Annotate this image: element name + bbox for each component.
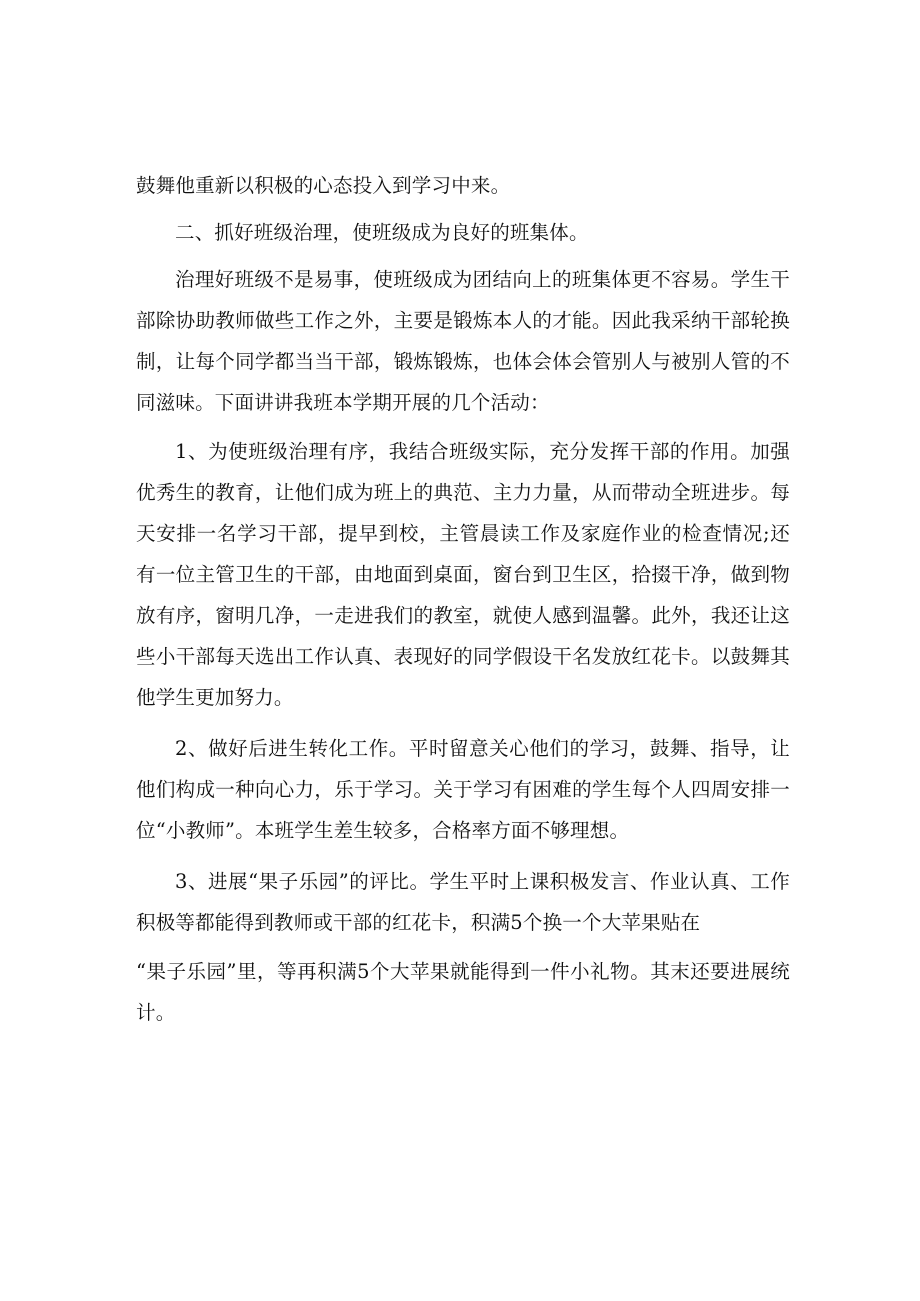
document-body — [136, 165, 790, 1033]
paragraph-intro: 治理好班级不是易事，使班级成为团结向上的班集体更不容易。学生干部除协助教师做些工作之外，主要是锻炼本人的才能。因此我采纳干部轮换制，让每个同学都当当干部，锻炼锻炼，也体会体会管别人与被别人管的不同滋味。下面讲讲我班本学期开展的几个活动： — [136, 268, 790, 414]
paragraph-item-3-continuation: “果子乐园”里，等再积满5个大苹果就能得到一件小礼物。其末还要进展统计。 — [136, 960, 790, 1024]
paragraph-item-2: 2、做好后进生转化工作。平时留意关心他们的学习，鼓舞、指导，让他们构成一种向心力，乐于学习。关于学习有困难的学生每个人四周安排一位“小教师”。本班学生差生较多，合格率方面不够理想。 — [136, 737, 790, 842]
section-heading: 二、抓好班级治理，使班级成为良好的班集体。 — [175, 221, 589, 244]
paragraph-item-1: 1、为使班级治理有序，我结合班级实际，充分发挥干部的作用。加强优秀生的教育，让他们成为班上的典范、主力力量，从而带动全班进步。每天安排一名学习干部，提早到校，主管晨读工作及家庭作业的检查情况;还有一位主管卫生的干部，由地面到桌面，窗台到卫生区，拾掇干净，做到物放有序，窗明几净，一走进我们的教室，就使人感到温馨。此外，我还让这些小干部每天选出工作认真、表现好的同学假设干名发放红花卡。以鼓舞其他学生更加努力。 — [136, 440, 790, 709]
paragraph-continuation: 鼓舞他重新以积极的心态投入到学习中来。 — [136, 174, 511, 197]
paragraph-item-3: 3、进展“果子乐园”的评比。学生平时上课积极发言、作业认真、工作积极等都能得到教师或干部的红花卡，积满5个换一个大苹果贴在 — [136, 870, 790, 934]
